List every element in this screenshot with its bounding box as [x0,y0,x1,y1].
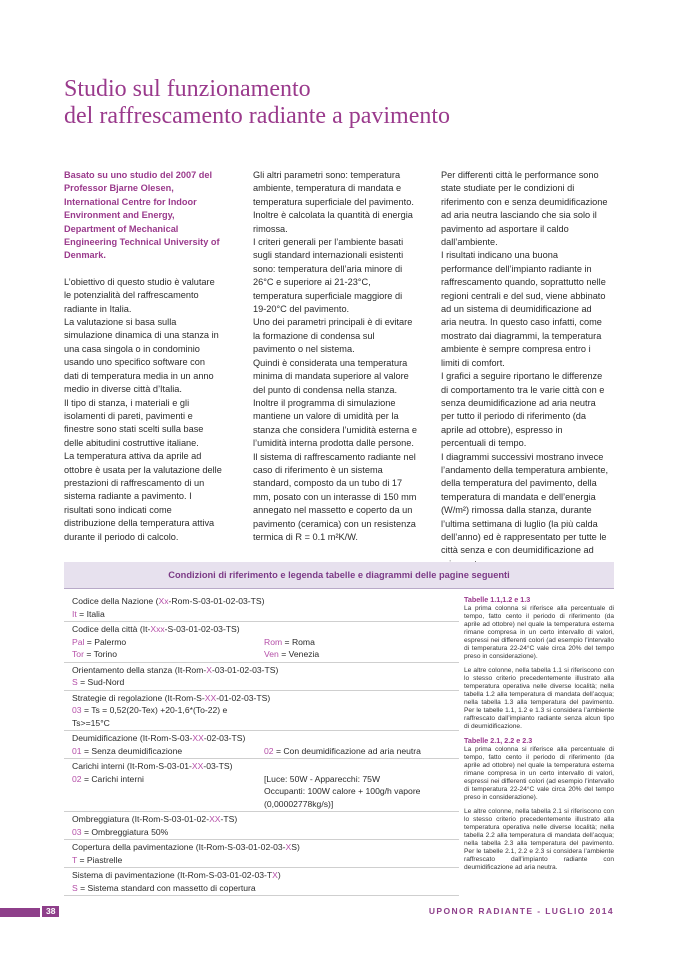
code-text: Codice della Nazione ( [72,596,159,606]
code-text: Strategie di regolazione (It-Rom-S- [72,692,205,703]
title-line-2: del raffrescamento radiante a pavimento [64,103,451,129]
code-highlight: X [272,870,278,880]
notes-paragraph: La prima colonna si riferisce alla percentuale di tempo, fatto cento il periodo di riferimento (da aprile ad ottobre) nel quale la temperatura esterna rimane compresa in un certo intervallo di valori, espressi nei differenti colori (ad esempio l’intervallo di temperatura 22-24°C vale circa 20% del tempo preso in considerazione). [464,605,614,660]
legend-group-title [72,869,459,882]
legend-group-title [72,732,459,745]
paragraph: Gli altri parametri sono: temperatura ambiente, temperatura di mandata e temperatura superficiale del pavimento. Inoltre è calcolata la quantità di energia rimossa. [253,170,414,234]
legend-entry-row [72,798,459,811]
legend-entry [72,773,264,786]
legend-group [64,840,459,868]
legend-group-title [72,760,459,773]
legend-meaning: (0,00002778kg/s)] [264,798,334,809]
paragraph: La temperatura attiva da aprile ad ottobre è usata per la valutazione delle prestazioni di raffrescamento di un sistema radiante a pavimento. I risultati sono indicati come distribuzione della temperatura attiva durante il periodo di calcolo. [64,451,222,542]
legend-meaning: = Torino [83,649,117,659]
legend-meaning: = Ombreggiatura 50% [81,826,169,837]
paragraph: I diagrammi successivi mostrano invece l’andamento della temperatura ambiente, della temperatura del pavimento, della temperatura di mandata e dell’energia (W/m²) rimossa dalla stanza, durante l’ultima settimana di luglio (la più calda dell’anno) ed è rappresentato per tutte le città senza e con deumidificazione ad [441,451,609,556]
legend-code: Pal [72,636,85,647]
legend-group [64,759,459,812]
legend-entry [264,636,459,649]
legend-entry [264,676,459,689]
intro-lead: Basato su uno studio del 2007 del Professor Bjarne Olesen, International Centre for Indoor Environment and Energy, Department of Mechanical Engineering Technical University of Denmark. [64,170,220,261]
legend-entry-row [72,882,459,895]
paragraph: Per differenti città le performance sono state studiate per le condizioni di riferimento con e senza deumidificazione ad aria neutra lasciando che sia solo il pavimento ad asportare il caldo dall’ambiente. [441,170,608,248]
legend-group [64,663,459,691]
code-text: Orientamento della stanza (It-Rom- [72,664,207,675]
notes-paragraph: Le altre colonne, nella tabella 1.1 si riferiscono con lo stesso criterio precedentemente illustrato alla temperatura operativa nelle diverse località; nella tabella 1.2 alla temperatura di mandata dell’acqua; nella tabella 1.3 alla temperatura del pavimento. Per le tabelle 1.1, 1.2 e 1.3 si considera l’ambiente raffrescato dall’impianto radiante senza alcun tipo di deumidificazione. [464,667,614,730]
legend-entry [72,826,264,839]
legend-entry-row [72,854,459,867]
paragraph: La valutazione si basa sulla simulazione dinamica di una stanza in una casa singola o in condominio usando uno specifico software con dati di temperatura media in un anno medio in diverse città d’Italia. [64,317,219,395]
code-highlight: X [285,842,292,852]
legend-code: 03 [72,705,82,715]
paragraph: Quindi è considerata una temperatura minima di mandata superiore al valore del punto di condensa nella stanza. Inoltre il programma di simulazione mantiene un valore di umidità per la stanza che considera l’umidità esterna e l’umidità interna prodotta dalle persone. Il sistema di raffrescamento radiante nel caso di riferimento è un sistema standard, composto da un tubo di 17 mm, posato con un interasse di 150 mm annegato nel massetto e coperto da un pavimento (ceramica) con un resistenza termica di R = 0.1 m²K/W. [253,357,417,542]
legend-code: T [72,854,78,865]
legend-meaning: = Roma [282,636,315,647]
legend-entry [72,882,264,895]
legend-entry [72,854,264,867]
code-highlight: XX [209,814,221,824]
legend-entry [264,785,459,798]
legend-entry [264,608,459,621]
paragraph: I criteri generali per l’ambiente basati sugli standard internazionali esistenti sono: temperatura dell’aria minore di 26°C e superiore ai 21-23°C, temperatura superficiale maggiore di 19-20°C del pavimento. [253,237,404,315]
legend-group [64,868,459,896]
legend-meaning: = Venezia [278,649,320,659]
legend-entry [72,636,264,649]
notes-paragraph: Le altre colonne, nella tabella 2.1 si riferiscono con lo stesso criterio precedentemente illustrato alla temperatura operativa nelle diverse località; nella tabella 2.2 alla temperatura di mandata dell’acqua; nella tabella 2.3 alla temperatura del pavimento. Per le tabelle 2.1, 2.2 e 2.3 si considera l’ambiente raffrescato dall’impianto radiante con deumidificazione ad aria neutra. [464,808,614,871]
legend-entry [72,704,264,729]
legend-entry [72,785,264,798]
code-text: -03-01-02-03-TS) [211,664,279,675]
legend-entry [264,704,459,729]
page-number: 38 [42,906,59,917]
code-text: -02-03-TS) [203,733,246,743]
code-text: -01-02-03-TS) [216,692,271,703]
legend-entry-row [72,773,459,786]
legend-group-title [72,664,459,677]
legend-group [64,594,459,622]
code-text: S) [291,842,300,852]
panel-heading: Condizioni di riferimento e legenda tabelle e diagrammi delle pagine seguenti [64,562,614,589]
title-line-1: Studio sul funzionamento [64,76,311,102]
legend-meaning: [Luce: 50W - Apparecchi: 75W [264,773,381,784]
notes-title: Tabelle 1.1,1.2 e 1.3 [464,595,531,604]
legend-meaning: = Italia [76,608,105,619]
legend-entry [72,676,264,689]
notes-title: Tabelle 2.1, 2.2 e 2.3 [464,736,533,745]
legend-entry-row [72,704,459,729]
paragraph: Il tipo di stanza, i materiali e gli isolamenti di pareti, pavimenti e finestre sono stati scelti sulla base delle abitudini costruttive italiane. [64,397,204,448]
legend-code: 02 [264,745,274,756]
code-highlight: XX [191,761,204,771]
legend-entry-row [72,785,459,798]
text-column-1 [64,169,222,544]
legend-entry-row [72,636,459,649]
legend-entry [72,648,264,661]
legend-entry-row [72,608,459,621]
legend-code: S [72,882,78,893]
table-notes [464,594,614,878]
footer-publication: UPONOR RADIANTE - LUGLIO 2014 [428,906,614,916]
code-text: Sistema di pavimentazione (It-Rom-S-03-01-02-03-T [72,870,273,880]
legend-entry [264,826,459,839]
legend-meaning: = Palermo [84,636,127,647]
code-text: ) [277,870,281,880]
code-text: Copertura della pavimentazione (It-Rom-S-03-01-02-03- [72,842,286,852]
legend-entry-row [72,826,459,839]
legend-code: 02 [72,773,82,784]
legend-code: S [72,677,78,687]
legend-meaning: Occupanti: 100W calore + 100g/h vapore [264,786,421,796]
code-highlight: Xxx [150,624,165,634]
text-column-3 [441,169,609,571]
code-text: -S-03-01-02-03-TS) [164,624,240,634]
legend-group [64,731,459,759]
legend-table [64,594,459,896]
legend-group [64,812,459,840]
paragraph: Uno dei parametri principali è di evitare la formazione di condensa sul pavimento o nel sistema. [253,317,413,355]
legend-meaning: = Ts = 0,52(20-Tex) +20-1,6*(To-22) e Ts>=15°C [72,705,228,728]
legend-group-title [72,692,459,705]
code-text: -Rom-S-03-01-02-03-TS) [168,596,265,606]
legend-entry [264,773,459,786]
legend-meaning: = Carichi interni [81,773,144,784]
legend-entry [264,798,459,811]
legend-entry [72,745,264,758]
code-text: Carichi interni (It-Rom-S-03-01- [72,761,192,771]
legend-meaning: = Con deumidificazione ad aria neutra [273,745,421,756]
legend-entry [72,608,264,621]
legend-meaning: = Sistema standard con massetto di copertura [77,882,256,893]
legend-group-title [72,595,459,608]
code-highlight: Xx [158,596,169,606]
legend-code: It [72,608,77,619]
legend-code: 01 [72,745,82,756]
legend-code: Tor [72,649,84,659]
code-highlight: X [206,664,212,675]
paragraph: L’obiettivo di questo studio è valutare le potenzialità del raffrescamento radiante in Italia. [64,276,215,314]
legend-group-title [72,813,459,826]
legend-group-title [72,623,459,636]
footer-accent-bar [0,908,40,917]
legend-group-title [72,841,459,854]
code-highlight: XX [192,733,204,743]
legend-group [64,622,459,663]
page-title [64,76,624,130]
code-text: -03-TS) [203,761,233,771]
code-text: -TS) [220,814,238,824]
legend-entry-row [72,676,459,689]
legend-entry-row [72,648,459,661]
legend-entry [264,854,459,867]
paragraph: I grafici a seguire riportano le differenze di comportamento tra le varie città con e senza deumidificazione ad aria neutra per tutto il periodo di riferimento (da aprile ad ottobre), espresso in percentuali di tempo. [441,371,605,449]
legend-entry [264,745,459,758]
text-column-2 [253,169,417,544]
notes-paragraph: La prima colonna si riferisce alla percentuale di tempo, fatto cento il periodo di riferimento (da aprile ad ottobre) nel quale la temperatura esterna rimane compresa in un certo intervallo di valori, espressi nei differenti colori (ad esempio l’intervallo di temperatura 22-24°C vale circa 20% del tempo preso in considerazione). [464,746,614,801]
legend-code: Rom [264,636,283,647]
legend-entry-row [72,745,459,758]
legend-code: Ven [264,649,279,659]
legend-entry [264,648,459,661]
legend-meaning: = Senza deumidificazione [81,745,183,756]
reference-conditions-panel [64,562,614,893]
legend-meaning: = Piastrelle [77,854,123,865]
paragraph: I risultati indicano una buona performance dell’impianto radiante in raffrescamento quando, soprattutto nelle regioni centrali e del sud, viene abbinato ad un sistema di deumidificazione ad aria neutra. In questo caso infatti, come mostrato dai diagrammi, la temperatura ambiente è sempre compresa entro i limiti di comfort. [441,250,606,368]
code-highlight: XX [204,692,217,703]
legend-meaning: = Sud-Nord [77,677,125,687]
legend-code: 03 [72,826,82,837]
code-text: Deumidificazione (It-Rom-S-03- [72,733,193,743]
code-text: Codice della città (It- [72,624,151,634]
legend-entry [264,882,459,895]
code-text: Ombreggiatura (It-Rom-S-03-01-02- [72,814,210,824]
legend-entry [72,798,264,811]
legend-group [64,691,459,732]
